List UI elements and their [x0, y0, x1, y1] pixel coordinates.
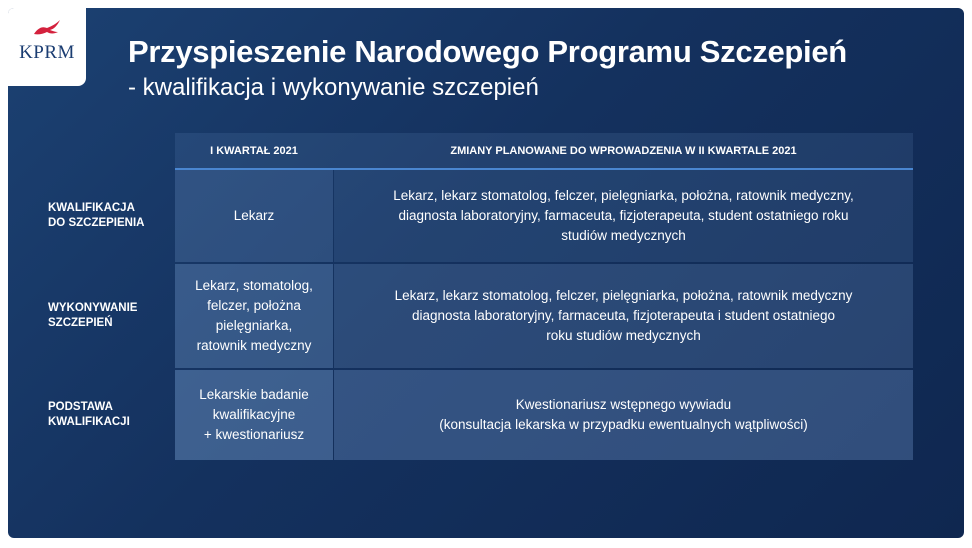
- cell-row3-q2: Kwestionariusz wstępnego wywiadu (konsultacja lekarska w przypadku ewentualnych wątpliwości): [334, 370, 913, 460]
- logo-text: KPRM: [19, 42, 75, 63]
- eagle-icon: [32, 18, 62, 38]
- row-label-kwalifikacja: KWALIFIKACJA DO SZCZEPIENIA: [48, 202, 145, 229]
- row-label-podstawa: PODSTAWA KWALIFIKACJI: [48, 401, 130, 428]
- page-subtitle: - kwalifikacja i wykonywanie szczepień: [128, 74, 539, 101]
- cell-row2-q2: Lekarz, lekarz stomatolog, felczer, pielęgniarka, położna, ratownik medyczny diagnosta laboratoryjny, farmaceuta, fizjoterapeuta i student ostatniego roku studiów medycznych: [334, 264, 913, 368]
- slide: [8, 8, 964, 538]
- kprm-logo: [8, 8, 86, 86]
- cell-row3-q1: Lekarskie badanie kwalifikacyjne + kwestionariusz: [175, 370, 333, 460]
- header-q1: I KWARTAŁ 2021: [210, 145, 298, 157]
- cell-row1-q1: Lekarz: [175, 170, 333, 262]
- cell-row1-q2: Lekarz, lekarz stomatolog, felczer, pielęgniarka, położna, ratownik medyczny, diagnosta laboratoryjny, farmaceuta, fizjoterapeuta, student ostatniego roku studiów medycznych: [334, 170, 913, 262]
- cell-row2-q1: Lekarz, stomatolog, felczer, położna pielęgniarka, ratownik medyczny: [175, 264, 333, 368]
- page-title: Przyspieszenie Narodowego Programu Szczepień: [128, 34, 847, 69]
- header-q2: ZMIANY PLANOWANE DO WPROWADZENIA W II KWARTALE 2021: [450, 145, 797, 157]
- row-label-wykonywanie: WYKONYWANIE SZCZEPIEŃ: [48, 302, 138, 329]
